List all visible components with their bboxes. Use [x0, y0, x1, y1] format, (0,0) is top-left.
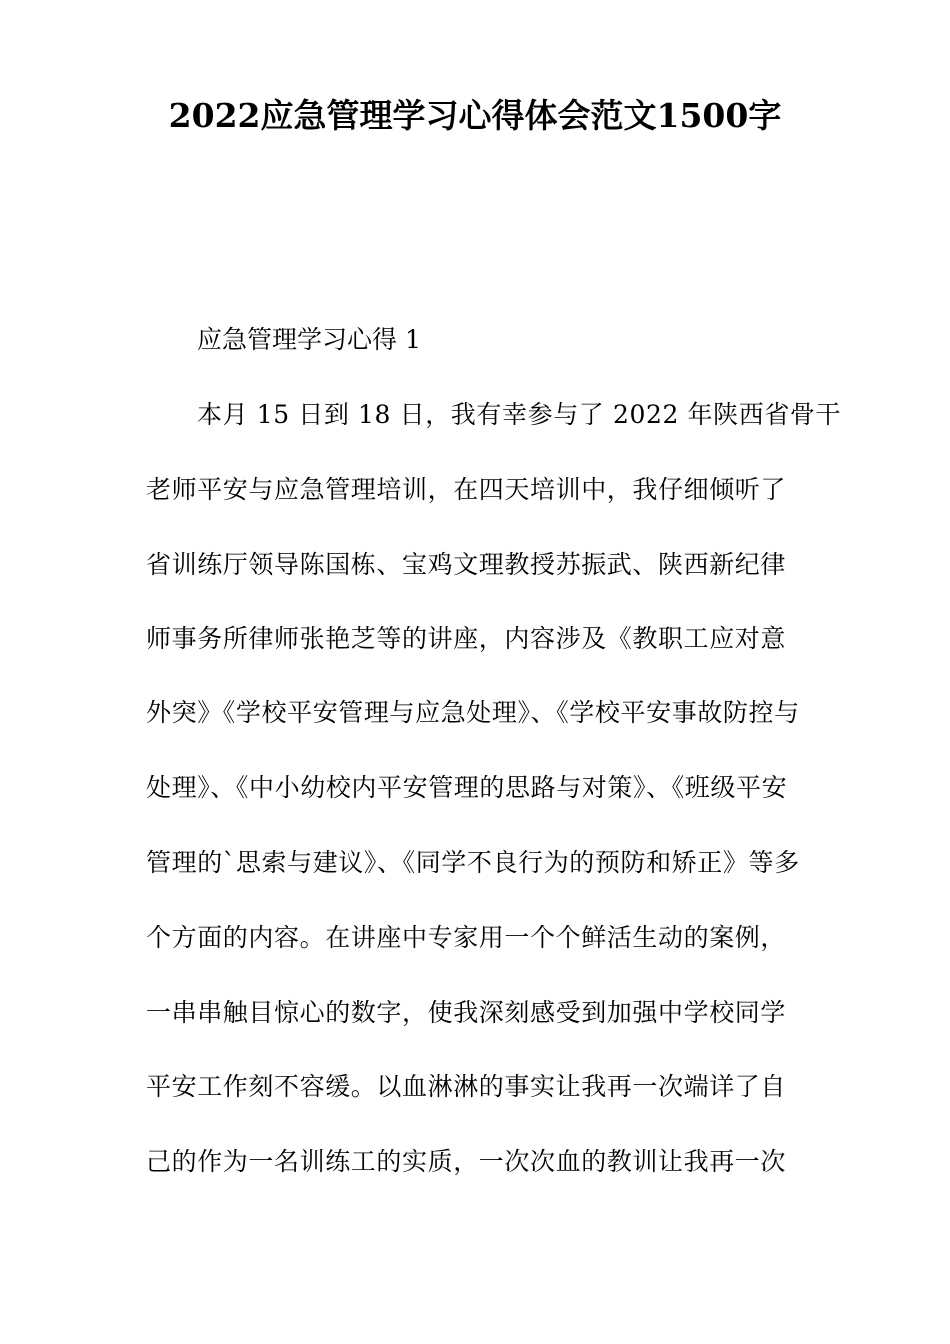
body-line: 一串串触目惊心的数字，使我深刻感受到加强中学校同学: [146, 998, 787, 1027]
body-line: 省训练厅领导陈国栋、宝鸡文理教授苏振武、陕西新纪律: [146, 550, 787, 579]
body-line: 本月 15 日到 18 日，我有幸参与了 2022 年陕西省骨干: [197, 400, 842, 429]
body-line: 己的作为一名训练工的实质，一次次血的教训让我再一次: [146, 1147, 787, 1176]
body-line: 个方面的内容。在讲座中专家用一个个鲜活生动的案例，: [146, 923, 787, 952]
body-line: 老师平安与应急管理培训，在四天培训中，我仔细倾听了: [146, 475, 787, 504]
body-line: 管理的`思索与建议》、《同学不良行为的预防和矫正》等多: [146, 848, 800, 877]
body-line: 师事务所律师张艳芝等的讲座，内容涉及《教职工应对意: [146, 624, 787, 653]
section-heading: 应急管理学习心得 1: [197, 325, 421, 354]
document-title: 2022应急管理学习心得体会范文1500字: [168, 96, 782, 135]
body-line: 处理》、《中小幼校内平安管理的思路与对策》、《班级平安: [146, 773, 788, 802]
body-line: 平安工作刻不容缓。以血淋淋的事实让我再一次端详了自: [146, 1072, 787, 1101]
body-line: 外突》《学校平安管理与应急处理》、《学校平安事故防控与: [146, 698, 800, 727]
